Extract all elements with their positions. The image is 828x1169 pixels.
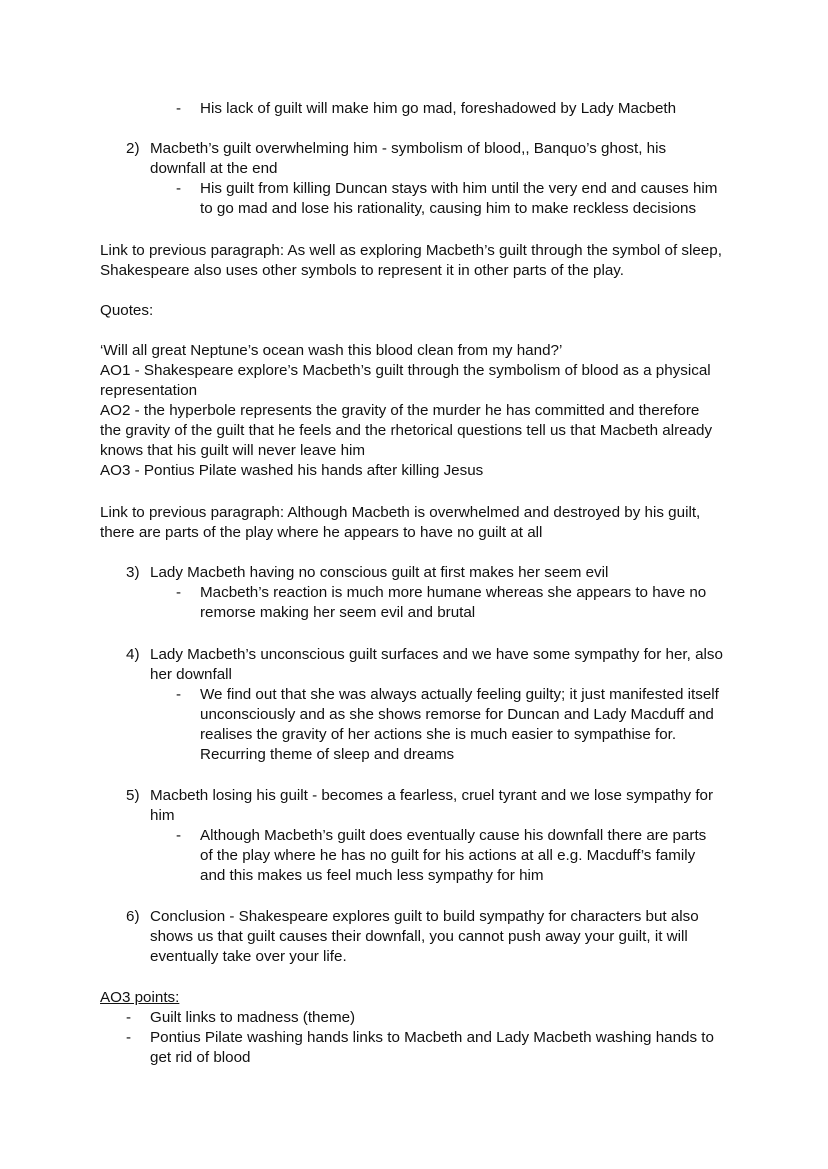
ao3-heading: AO3 points:: [100, 989, 180, 1006]
quote-line: ‘Will all great Neptune’s ocean wash this blood clean from my hand?’: [100, 342, 563, 359]
sub-point-text: to go mad and lose his rationality, causing him to make reckless decisions: [200, 200, 697, 217]
point-text: Macbeth’s guilt overwhelming him - symbolism of blood,, Banquo’s ghost, his: [150, 140, 667, 157]
point-text: eventually take over your life.: [150, 948, 347, 965]
sub-point-text: We find out that she was always actually feeling guilty; it just manifested itself: [200, 686, 719, 703]
sub-point-text: remorse making her seem evil and brutal: [200, 604, 476, 621]
sub-point-text: Recurring theme of sleep and dreams: [200, 746, 455, 763]
list-number: 4): [126, 646, 140, 663]
sub-point-text: realises the gravity of her actions she is much easier to sympathise for.: [200, 726, 677, 743]
bullet-dash: -: [126, 1029, 132, 1046]
point-text: her downfall: [150, 666, 232, 683]
quote-line: representation: [100, 382, 198, 399]
point-text: Conclusion - Shakespeare explores guilt to build sympathy for characters but also: [150, 908, 699, 925]
quote-line: knows that his guilt will never leave him: [100, 442, 366, 459]
point-text: downfall at the end: [150, 160, 278, 177]
bullet-dash: -: [126, 1009, 132, 1026]
sub-point-text: and this makes us feel much less sympathy for him: [200, 867, 544, 884]
ao3-item-text: get rid of blood: [150, 1049, 251, 1066]
bullet-dash: -: [176, 180, 182, 197]
paragraph-text: Shakespeare also uses other symbols to represent it in other parts of the play.: [100, 262, 624, 279]
quotes-heading: Quotes:: [100, 302, 154, 319]
sub-point-text: Macbeth’s reaction is much more humane whereas she appears to have no: [200, 584, 707, 601]
ao3-item-text: Pontius Pilate washing hands links to Macbeth and Lady Macbeth washing hands to: [150, 1029, 714, 1046]
bullet-dash: -: [176, 686, 182, 703]
paragraph-text: Link to previous paragraph: As well as exploring Macbeth’s guilt through the symbol of sleep,: [100, 242, 722, 259]
bullet-dash: -: [176, 584, 182, 601]
ao3-item-text: Guilt links to madness (theme): [150, 1009, 356, 1026]
quote-line: AO2 - the hyperbole represents the gravity of the murder he has committed and therefore: [100, 402, 700, 419]
point-text: shows us that guilt causes their downfall, you cannot push away your guilt, it will: [150, 928, 688, 945]
bullet-dash: -: [176, 100, 182, 117]
quote-line: AO1 - Shakespeare explore’s Macbeth’s guilt through the symbolism of blood as a physical: [100, 362, 711, 379]
quote-line: the gravity of the guilt that he feels and the rhetorical questions tell us that Macbeth already: [100, 422, 713, 439]
sub-point-text: Although Macbeth’s guilt does eventually cause his downfall there are parts: [200, 827, 707, 844]
quote-line: AO3 - Pontius Pilate washed his hands after killing Jesus: [100, 462, 484, 479]
point-text: Lady Macbeth having no conscious guilt at first makes her seem evil: [150, 564, 609, 581]
point-text: Lady Macbeth’s unconscious guilt surfaces and we have some sympathy for her, also: [150, 646, 723, 663]
sub-point-text: His lack of guilt will make him go mad, foreshadowed by Lady Macbeth: [200, 100, 677, 117]
paragraph-text: Link to previous paragraph: Although Macbeth is overwhelmed and destroyed by his guilt,: [100, 504, 701, 521]
paragraph-text: there are parts of the play where he appears to have no guilt at all: [100, 524, 543, 541]
list-number: 2): [126, 140, 140, 157]
point-text: him: [150, 807, 175, 824]
point-text: Macbeth losing his guilt - becomes a fearless, cruel tyrant and we lose sympathy for: [150, 787, 714, 804]
list-number: 5): [126, 787, 140, 804]
list-number: 6): [126, 908, 140, 925]
sub-point-text: His guilt from killing Duncan stays with him until the very end and causes him: [200, 180, 718, 197]
sub-point-text: unconsciously and as she shows remorse for Duncan and Lady Macduff and: [200, 706, 714, 723]
list-number: 3): [126, 564, 140, 581]
sub-point-text: of the play where he has no guilt for his actions at all e.g. Macduff’s family: [200, 847, 696, 864]
bullet-dash: -: [176, 827, 182, 844]
